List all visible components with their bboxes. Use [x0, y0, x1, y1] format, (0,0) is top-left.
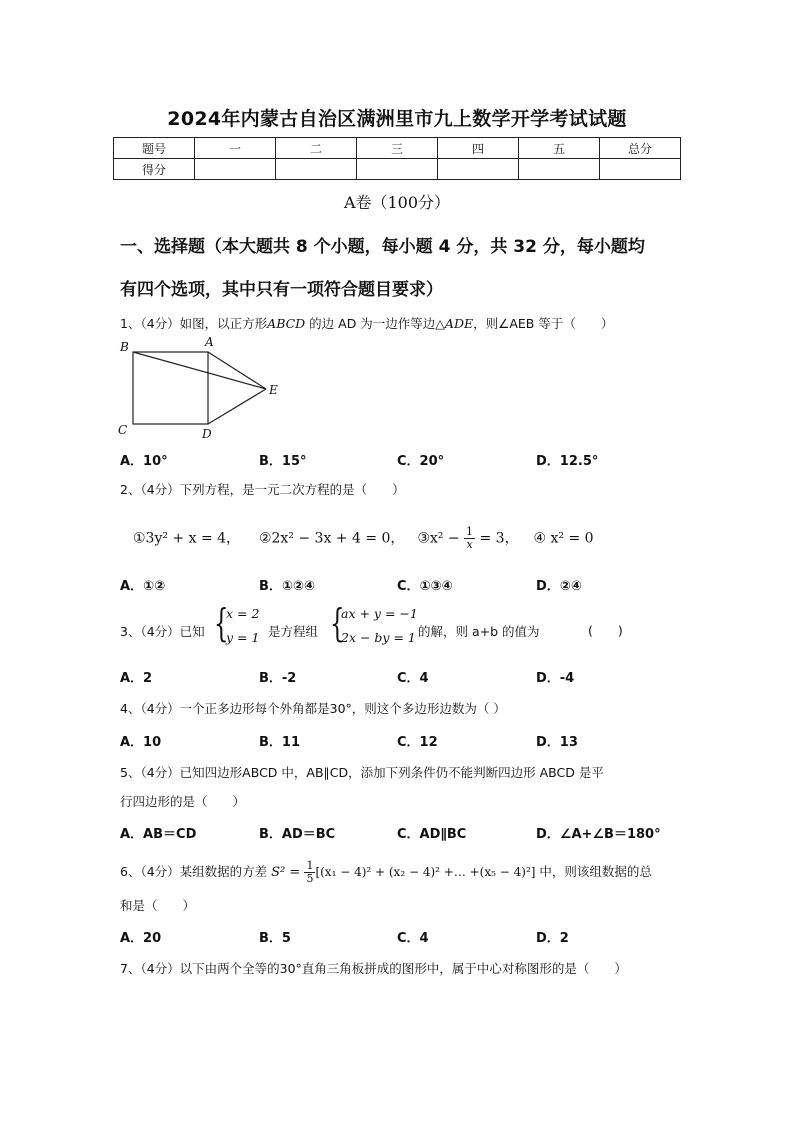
section-heading-line1: 一、选择题（本大题共 8 个小题，每小题 4 分，共 32 分，每小题均 — [120, 237, 645, 257]
question-2-stem: 2、（4分）下列方程，是一元二次方程的是（ ） — [120, 482, 405, 497]
q4-option-d[interactable]: D．13 — [536, 735, 578, 750]
q2-frac-den: x — [466, 538, 473, 551]
score-table-header-cell: 一 — [195, 138, 276, 159]
q1-option-a[interactable]: A．10° — [120, 454, 168, 469]
q2-frac-num: 1 — [466, 525, 474, 538]
q1-abcd: ABCD — [267, 316, 306, 331]
q3-solution-x: x = 2 — [226, 606, 260, 621]
q3-mid: 是方程组 — [268, 624, 319, 639]
q3-option-b[interactable]: B．-2 — [259, 671, 297, 686]
score-cell[interactable] — [195, 159, 276, 180]
question-5-line1: 5、（4分）已知四边形ABCD 中，AB∥CD，添加下列条件仍不能判断四边形 ABCD 是平 — [120, 765, 604, 780]
q2-eq4: ④ x² = 0 — [533, 530, 594, 547]
q4-option-b[interactable]: B．11 — [259, 735, 300, 750]
q2-eq3-b: = 3， — [475, 530, 519, 547]
q3-equation-2: 2x − by = 1 — [341, 630, 416, 645]
segment-ae — [208, 352, 266, 389]
score-table-header-cell: 二 — [276, 138, 357, 159]
question-6-line2: 和是（ ） — [120, 898, 196, 913]
q1-mid: 的边 AD 为一边作等边△ — [305, 316, 445, 331]
q1-figure — [114, 334, 294, 444]
question-4-stem: 4、（4分）一个正多边形每个外角都是30°，则这个多边形边数为（ ） — [120, 701, 506, 716]
q5-option-a[interactable]: A．AB＝CD — [120, 827, 197, 842]
q6-option-c[interactable]: C．4 — [397, 931, 429, 946]
label-e: E — [269, 383, 278, 397]
question-6-stem — [120, 860, 652, 885]
label-c: C — [118, 423, 128, 437]
question-1-stem — [120, 314, 613, 332]
q2-option-b[interactable]: B．①②④ — [259, 579, 315, 594]
q6-s2: S² = — [271, 865, 305, 880]
q3-brace-1: { — [214, 601, 229, 645]
q2-option-a[interactable]: A．①② — [120, 579, 166, 594]
score-table-header-cell: 五 — [519, 138, 600, 159]
segment-de — [208, 389, 266, 424]
q1-prefix: 1、（4分）如图，以正方形 — [120, 316, 268, 331]
q1-option-b[interactable]: B．15° — [259, 454, 307, 469]
score-table-header-cell: 总分 — [600, 138, 681, 159]
q3-suffix: 的解，则 a+b 的值为 — [418, 624, 540, 639]
q1-suffix: ，则∠AEB 等于（ ） — [473, 316, 614, 331]
score-table-header-cell: 三 — [357, 138, 438, 159]
page-title: 2024年内蒙古自治区满洲里市九上数学开学考试试题 — [167, 108, 627, 130]
q4-option-a[interactable]: A．10 — [120, 735, 162, 750]
q1-option-c[interactable]: C．20° — [397, 454, 445, 469]
score-cell[interactable] — [519, 159, 600, 180]
question-7-stem: 7、（4分）以下由两个全等的30°直角三角板拼成的图形中，属于中心对称图形的是（ ） — [120, 961, 627, 976]
question-5-line2: 行四边形的是（ ） — [120, 794, 246, 809]
q3-equation-1: ax + y = −1 — [341, 606, 418, 621]
q6-option-b[interactable]: B．5 — [259, 931, 291, 946]
q3-option-c[interactable]: C．4 — [397, 671, 429, 686]
q2-option-c[interactable]: C．①③④ — [397, 579, 453, 594]
q6-suffix: 中，则该组数据的总 — [539, 864, 652, 879]
score-cell[interactable] — [276, 159, 357, 180]
q2-option-d[interactable]: D．②④ — [536, 579, 582, 594]
q5-option-c[interactable]: C．AD∥BC — [397, 827, 467, 842]
q5-option-b[interactable]: B．AD＝BC — [259, 827, 336, 842]
score-cell[interactable] — [600, 159, 681, 180]
section-heading-line2: 有四个选项，其中只有一项符合题目要求） — [120, 280, 443, 300]
q4-option-c[interactable]: C．12 — [397, 735, 438, 750]
q6-fraction — [304, 860, 315, 885]
q2-eq1: ①3y² + x = 4， — [133, 530, 241, 547]
q3-solution-y: y = 1 — [226, 630, 260, 645]
q1-ade: ADE — [444, 316, 474, 331]
q6-expression: [(x₁ − 4)² + (x₂ − 4)² +… +(x₅ − 4)²] — [315, 865, 536, 879]
q2-eq3-fraction — [464, 526, 475, 551]
q6-frac-num: 1 — [306, 859, 314, 872]
q1-option-d[interactable]: D．12.5° — [536, 454, 599, 469]
q2-equations — [133, 526, 594, 551]
q6-option-d[interactable]: D．2 — [536, 931, 569, 946]
q3-answer-paren: ( ) — [588, 623, 623, 638]
score-table — [113, 137, 681, 180]
score-cell[interactable] — [357, 159, 438, 180]
q6-prefix: 6、（4分）某组数据的方差 — [120, 864, 268, 879]
label-a: A — [205, 335, 214, 349]
q3-prefix: 3、（4分）已知 — [120, 624, 205, 639]
q5-option-d[interactable]: D．∠A+∠B＝180° — [536, 827, 661, 842]
q2-eq2: ②2x² − 3x + 4 = 0， — [258, 530, 405, 547]
score-table-header-cell: 四 — [438, 138, 519, 159]
segment-be — [133, 352, 266, 389]
score-table-header-row — [114, 138, 681, 159]
q6-option-a[interactable]: A．20 — [120, 931, 162, 946]
q3-option-a[interactable]: A．2 — [120, 671, 153, 686]
q2-eq3-a: ③x² − — [417, 530, 465, 547]
label-d: D — [202, 427, 212, 441]
section-a-title: A卷（100分） — [343, 193, 451, 212]
score-table-header-cell: 题号 — [114, 138, 195, 159]
q3-brace-2: { — [330, 601, 345, 645]
label-b: B — [120, 340, 129, 354]
score-table-score-row — [114, 159, 681, 180]
q3-option-d[interactable]: D．-4 — [536, 671, 575, 686]
score-cell[interactable] — [438, 159, 519, 180]
q6-frac-den: 5 — [306, 872, 314, 885]
score-row-label: 得分 — [114, 159, 195, 180]
